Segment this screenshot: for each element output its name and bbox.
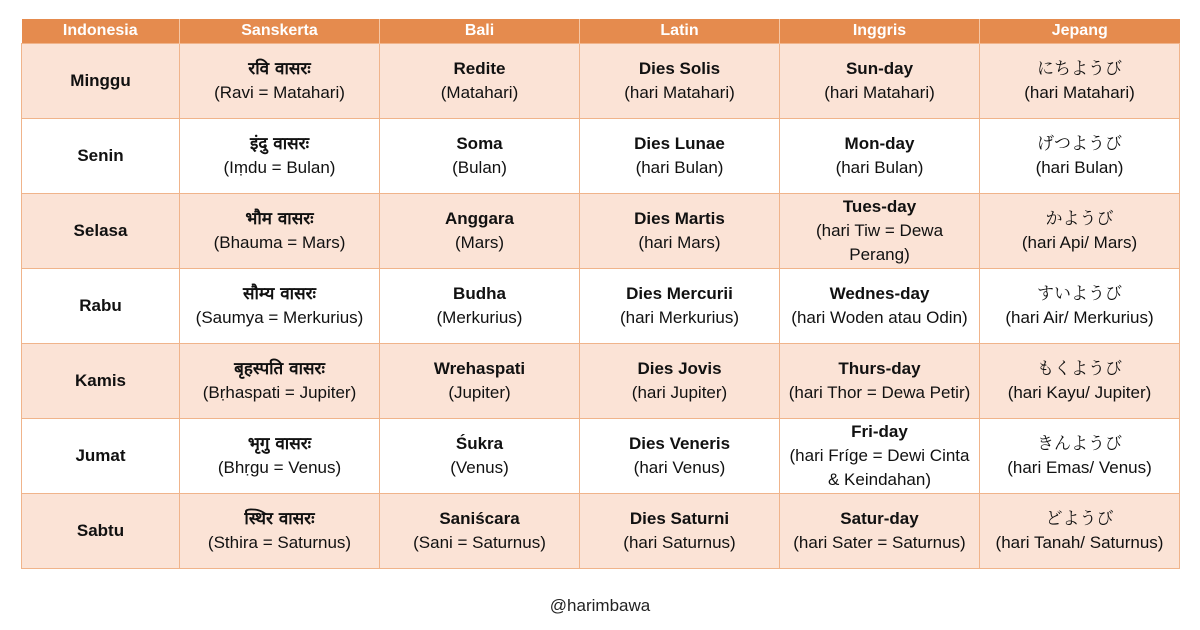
cell-inggris bbox=[780, 194, 980, 269]
japanese-note: (hari Bulan) bbox=[1035, 158, 1124, 177]
cell-bali bbox=[380, 119, 580, 194]
japanese-note: (hari Emas/ Venus) bbox=[1007, 458, 1152, 477]
english-name: Mon-day bbox=[844, 134, 915, 153]
cell-indonesia bbox=[22, 269, 180, 344]
day-name: Jumat bbox=[75, 446, 126, 465]
sanskrit-script: सौम्य वासरः bbox=[243, 284, 316, 304]
latin-note: (hari Saturnus) bbox=[623, 533, 736, 552]
bali-name: Soma bbox=[456, 134, 503, 153]
sanskrit-script: इंदु वासरः bbox=[249, 134, 310, 154]
header-bali: Bali bbox=[380, 19, 580, 44]
latin-name: Dies Martis bbox=[634, 209, 725, 228]
header-indonesia: Indonesia bbox=[22, 19, 180, 44]
bali-note: (Sani = Saturnus) bbox=[413, 533, 546, 552]
japanese-script: もくようび bbox=[1037, 359, 1122, 379]
english-name: Thurs-day bbox=[838, 359, 921, 378]
cell-jepang bbox=[980, 419, 1180, 494]
cell-bali bbox=[380, 44, 580, 119]
latin-name: Dies Saturni bbox=[629, 509, 730, 528]
cell-bali bbox=[380, 269, 580, 344]
latin-note: (hari Merkurius) bbox=[619, 308, 740, 327]
cell-latin bbox=[580, 44, 780, 119]
sanskrit-note: (Bṛhaspati = Jupiter) bbox=[202, 383, 357, 402]
cell-indonesia bbox=[22, 194, 180, 269]
english-note: (hari Bulan) bbox=[835, 158, 924, 177]
cell-jepang bbox=[980, 344, 1180, 419]
cell-indonesia bbox=[22, 419, 180, 494]
cell-inggris bbox=[780, 344, 980, 419]
sanskrit-script: बृहस्पति वासरः bbox=[234, 359, 325, 379]
english-note: (hari Woden atau Odin) bbox=[791, 308, 968, 327]
bali-note: (Bulan) bbox=[452, 158, 507, 177]
table-row bbox=[22, 344, 1180, 419]
cell-latin bbox=[580, 344, 780, 419]
japanese-note: (hari Api/ Mars) bbox=[1021, 233, 1138, 252]
japanese-script: かようび bbox=[1045, 209, 1114, 229]
bali-note: (Mars) bbox=[454, 233, 505, 252]
japanese-note: (hari Kayu/ Jupiter) bbox=[1007, 383, 1152, 402]
latin-name: Dies Solis bbox=[638, 59, 721, 78]
cell-inggris bbox=[780, 269, 980, 344]
cell-jepang bbox=[980, 44, 1180, 119]
cell-inggris bbox=[780, 494, 980, 569]
latin-note: (hari Mars) bbox=[638, 233, 721, 252]
latin-name: Dies Jovis bbox=[637, 359, 722, 378]
cell-jepang bbox=[980, 494, 1180, 569]
sanskrit-script: भृगु वासरः bbox=[247, 434, 312, 454]
english-name: Sun-day bbox=[845, 59, 914, 78]
latin-note: (hari Venus) bbox=[633, 458, 726, 477]
cell-sanskerta bbox=[180, 494, 380, 569]
bali-name: Saniścara bbox=[439, 509, 520, 528]
bali-note: (Matahari) bbox=[440, 83, 519, 102]
sanskrit-note: (Iṃdu = Bulan) bbox=[223, 158, 336, 177]
sanskrit-script: रवि वासरः bbox=[248, 59, 311, 79]
header-inggris: Inggris bbox=[780, 19, 980, 44]
japanese-script: すいようび bbox=[1037, 284, 1122, 304]
cell-latin bbox=[580, 269, 780, 344]
table-row bbox=[22, 44, 1180, 119]
cell-sanskerta bbox=[180, 194, 380, 269]
cell-inggris bbox=[780, 419, 980, 494]
table-row bbox=[22, 269, 1180, 344]
japanese-script: きんようび bbox=[1037, 434, 1122, 454]
cell-latin bbox=[580, 419, 780, 494]
cell-bali bbox=[380, 194, 580, 269]
cell-inggris bbox=[780, 44, 980, 119]
bali-name: Anggara bbox=[445, 209, 514, 228]
japanese-note: (hari Matahari) bbox=[1024, 83, 1135, 102]
cell-sanskerta bbox=[180, 119, 380, 194]
bali-name: Budha bbox=[453, 284, 506, 303]
header-latin: Latin bbox=[580, 19, 780, 44]
table-row bbox=[22, 119, 1180, 194]
day-name: Selasa bbox=[73, 221, 128, 240]
day-name: Rabu bbox=[79, 296, 122, 315]
english-name: Satur-day bbox=[840, 509, 919, 528]
latin-name: Dies Mercurii bbox=[626, 284, 733, 303]
cell-indonesia bbox=[22, 494, 180, 569]
header-sanskerta: Sanskerta bbox=[180, 19, 380, 44]
english-name: Fri-day bbox=[851, 422, 908, 441]
english-name: Wednes-day bbox=[829, 284, 930, 303]
latin-note: (hari Bulan) bbox=[635, 158, 724, 177]
cell-jepang bbox=[980, 269, 1180, 344]
table-row bbox=[22, 419, 1180, 494]
latin-name: Dies Lunae bbox=[634, 134, 725, 153]
english-name: Tues-day bbox=[842, 197, 917, 216]
japanese-script: げつようび bbox=[1037, 134, 1122, 154]
cell-inggris bbox=[780, 119, 980, 194]
sanskrit-note: (Sthira = Saturnus) bbox=[207, 533, 352, 552]
cell-latin bbox=[580, 194, 780, 269]
cell-sanskerta bbox=[180, 44, 380, 119]
cell-indonesia bbox=[22, 344, 180, 419]
cell-sanskerta bbox=[180, 419, 380, 494]
cell-latin bbox=[580, 119, 780, 194]
japanese-script: にちようび bbox=[1037, 59, 1122, 79]
latin-note: (hari Jupiter) bbox=[631, 383, 728, 402]
bali-name: Redite bbox=[453, 59, 506, 78]
japanese-note: (hari Tanah/ Saturnus) bbox=[995, 533, 1164, 552]
english-note: (hari Tiw = Dewa Perang) bbox=[815, 221, 944, 264]
day-names-table bbox=[21, 19, 1180, 569]
english-note: (hari Fríge = Dewi Cinta & Keindahan) bbox=[789, 446, 970, 489]
table-row bbox=[22, 494, 1180, 569]
bali-note: (Jupiter) bbox=[448, 383, 511, 402]
sanskrit-note: (Bhṛgu = Venus) bbox=[217, 458, 342, 477]
header-jepang: Jepang bbox=[980, 19, 1180, 44]
english-note: (hari Sater = Saturnus) bbox=[793, 533, 966, 552]
cell-sanskerta bbox=[180, 269, 380, 344]
cell-bali bbox=[380, 419, 580, 494]
day-name: Sabtu bbox=[76, 521, 125, 540]
cell-bali bbox=[380, 494, 580, 569]
day-name: Minggu bbox=[70, 71, 131, 90]
latin-note: (hari Matahari) bbox=[624, 83, 735, 102]
day-name: Senin bbox=[77, 146, 124, 165]
sanskrit-note: (Ravi = Matahari) bbox=[214, 83, 345, 102]
bali-note: (Venus) bbox=[450, 458, 509, 477]
bali-name: Śukra bbox=[455, 434, 504, 453]
sanskrit-script: स्थिर वासरः bbox=[244, 509, 315, 529]
latin-name: Dies Veneris bbox=[628, 434, 731, 453]
author-credit: @harimbawa bbox=[549, 596, 651, 615]
bali-note: (Merkurius) bbox=[436, 308, 523, 327]
sanskrit-note: (Saumya = Merkurius) bbox=[195, 308, 364, 327]
cell-sanskerta bbox=[180, 344, 380, 419]
cell-indonesia bbox=[22, 44, 180, 119]
cell-jepang bbox=[980, 194, 1180, 269]
cell-jepang bbox=[980, 119, 1180, 194]
sanskrit-script: भौम वासरः bbox=[245, 209, 314, 229]
table-header-row bbox=[22, 19, 1180, 44]
cell-latin bbox=[580, 494, 780, 569]
table-row bbox=[22, 194, 1180, 269]
english-note: (hari Thor = Dewa Petir) bbox=[788, 383, 971, 402]
cell-indonesia bbox=[22, 119, 180, 194]
sanskrit-note: (Bhauma = Mars) bbox=[213, 233, 346, 252]
day-name: Kamis bbox=[74, 371, 127, 390]
japanese-note: (hari Air/ Merkurius) bbox=[1005, 308, 1154, 327]
japanese-script: どようび bbox=[1045, 509, 1114, 529]
cell-bali bbox=[380, 344, 580, 419]
bali-name: Wrehaspati bbox=[433, 359, 526, 378]
english-note: (hari Matahari) bbox=[824, 83, 935, 102]
